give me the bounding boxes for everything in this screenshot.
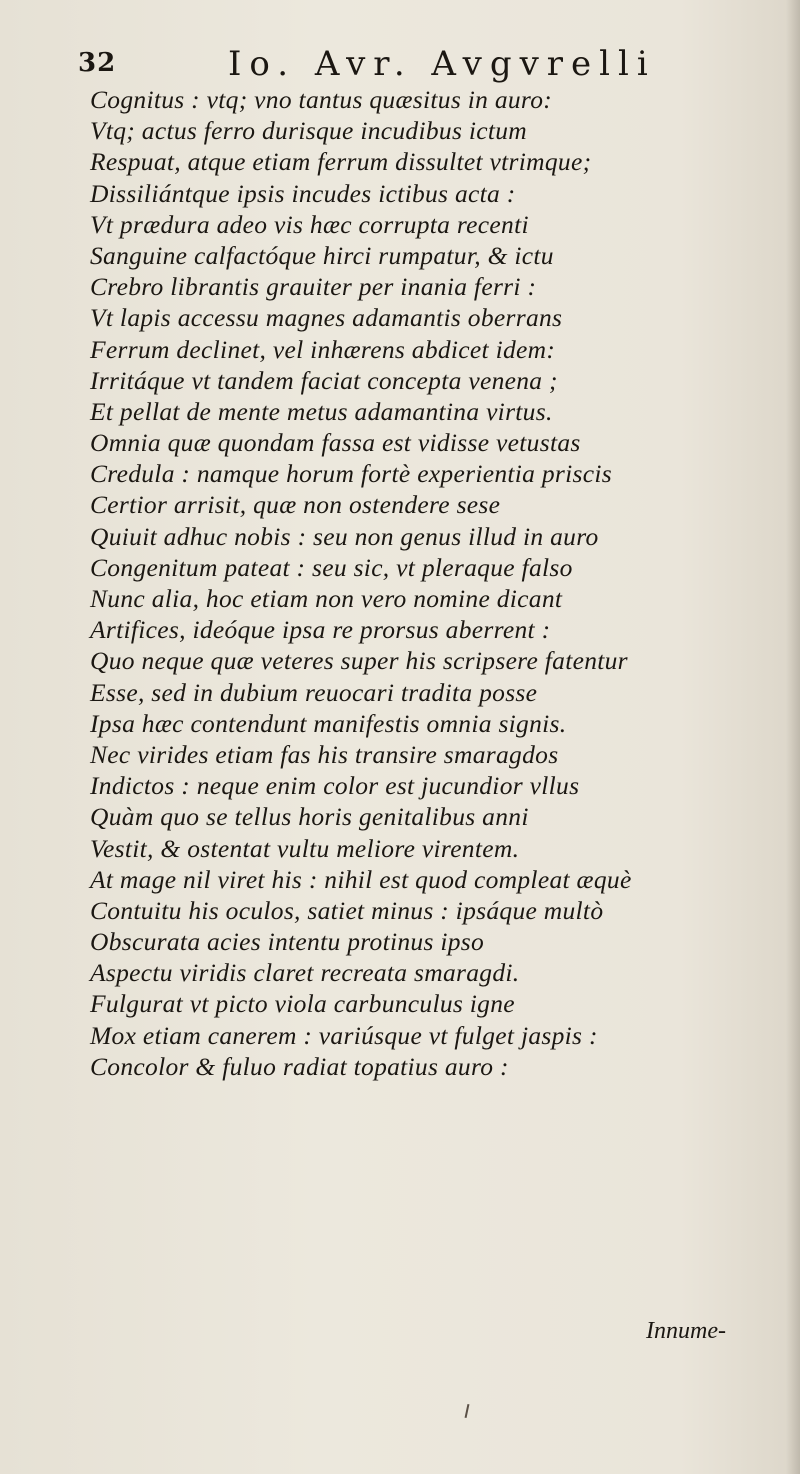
verse-line: At mage nil viret his : nihil est quod compleat æquè [90,864,632,894]
verse-block [90,84,780,1082]
verse-line: Nec virides etiam fas his transire smaragdos [90,739,559,769]
verse-line: Contuitu his oculos, satiet minus : ipsáque multò [90,895,604,925]
verse-line: Dissiliántque ipsis incudes ictibus acta : [90,178,516,208]
verse-line: Vtq; actus ferro durisque incudibus ictum [90,116,528,146]
verse-line: Concolor & fuluo radiat topatius auro : [90,1051,509,1081]
verse-line: Sanguine calfactóque hirci rumpatur, & ictu [90,240,554,270]
verse-line: Certior arrisit, quæ non ostendere sese [90,490,501,520]
verse-line: Omnia quæ quondam fassa est vidisse vetustas [90,428,581,458]
catchword: Innume- [646,1318,726,1344]
running-head [78,44,698,84]
verse-line: Indictos : neque enim color est jucundior vllus [90,771,580,801]
verse-line: Vestit, & ostentat vultu meliore virentem. [90,833,520,863]
verse-line: Quo neque quæ veteres super his scripsere fatentur [90,646,628,676]
page-number: 32 [78,48,117,78]
verse-line: Cognitus : vtq; vno tantus quæsitus in auro: [90,85,553,114]
verse-line: Vt prædura adeo vis hæc corrupta recenti [90,209,529,239]
verse-line: Vt lapis accessu magnes adamantis oberrans [90,303,563,333]
verse-line: Artifices, ideóque ipsa re prorsus aberrent : [90,615,551,645]
verse-line: Ferrum declinet, vel inhærens abdicet idem: [90,334,556,364]
verse-line: Quàm quo se tellus horis genitalibus anni [90,802,529,832]
verse-line: Credula : namque horum fortè experientia priscis [90,459,612,489]
verse-line: Irritáque vt tandem faciat concepta venena ; [90,365,558,395]
verse-line: Mox etiam canerem : variúsque vt fulget jaspis : [90,1020,598,1050]
verse-line: Obscurata acies intentu protinus ipso [90,927,485,957]
verse-line: Et pellat de mente metus adamantina virtus. [90,396,553,426]
page-edge-shadow [786,0,800,1474]
verse-line: Nunc alia, hoc etiam non vero nomine dicant [90,584,563,613]
verse-line: Esse, sed in dubium reuocari tradita posse [90,677,538,707]
verse-line: Respuat, atque etiam ferrum dissultet vtrimque; [90,147,592,177]
verse-line: Aspectu viridis claret recreata smaragdi. [90,958,520,988]
ink-mark [465,1404,470,1418]
verse-line: Ipsa hæc contendunt manifestis omnia signis. [90,708,567,738]
verse-line: Crebro librantis grauiter per inania ferri : [90,272,537,302]
verse-line: Congenitum pateat : seu sic, vt pleraque falso [90,552,573,582]
verse-line: Fulgurat vt picto viola carbunculus igne [90,989,515,1019]
running-head-title: Io. Avr. Avgvrelli [228,44,656,84]
verse-line: Quiuit adhuc nobis : seu non genus illud in auro [90,521,599,551]
